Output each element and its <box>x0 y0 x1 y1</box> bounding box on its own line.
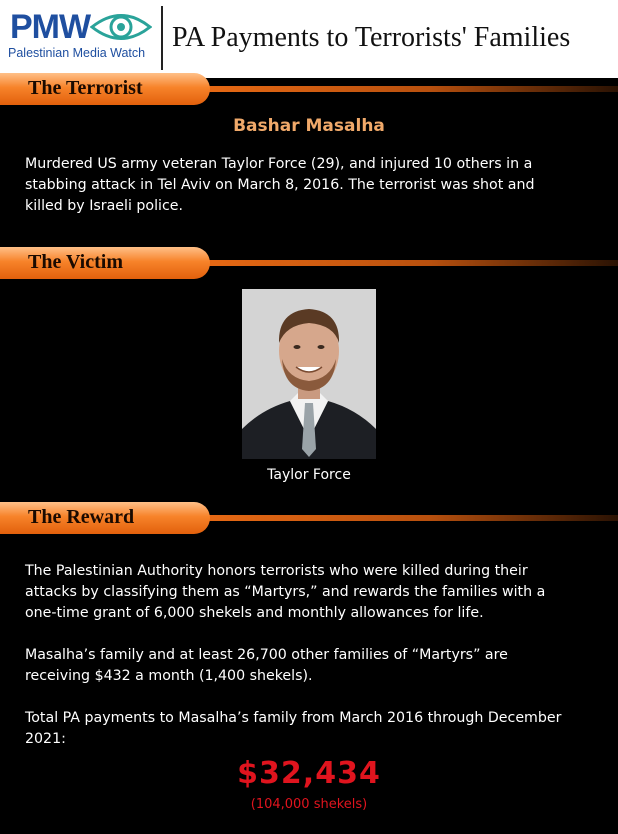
header-bar <box>0 0 618 78</box>
header-divider <box>161 6 163 70</box>
section-heading-victim: The Victim <box>28 251 123 273</box>
victim-photo <box>242 289 376 459</box>
reward-paragraph-1 <box>25 561 605 624</box>
total-amount: $32,434 <box>237 756 381 791</box>
section-banner-terrorist <box>0 73 618 105</box>
section-banner-reward <box>0 502 618 534</box>
banner-rule <box>196 86 618 92</box>
victim-caption: Taylor Force <box>267 467 351 483</box>
portrait-illustration <box>242 289 376 459</box>
text-line: Total PA payments to Masalha’s family from March 2016 through December <box>25 710 562 726</box>
text-line: one-time grant of 6,000 shekels and monthly allowances for life. <box>25 605 484 621</box>
section-heading-reward: The Reward <box>28 506 135 528</box>
terrorist-description <box>25 154 605 217</box>
pmw-logo <box>6 6 156 70</box>
text-line: Murdered US army veteran Taylor Force (29), and injured 10 others in a <box>25 156 533 172</box>
logo-text: PMW <box>10 8 91 46</box>
text-line: receiving $432 a month (1,400 shekels). <box>25 668 313 684</box>
logo-subtitle: Palestinian Media Watch <box>8 46 146 60</box>
text-line: Masalha’s family and at least 26,700 other families of “Martyrs” are <box>25 647 508 663</box>
reward-paragraph-2 <box>25 645 605 687</box>
text-line: attacks by classifying them as “Martyrs,” and rewards the families with a <box>25 584 546 600</box>
text-line: The Palestinian Authority honors terrorists who were killed during their <box>25 563 528 579</box>
banner-rule <box>196 260 618 266</box>
text-line: stabbing attack in Tel Aviv on March 8, 2016. The terrorist was shot and <box>25 177 535 193</box>
total-amount-shekels: (104,000 shekels) <box>250 797 368 812</box>
text-line: killed by Israeli police. <box>25 198 184 214</box>
reward-paragraph-3 <box>25 708 605 750</box>
banner-rule <box>196 515 618 521</box>
section-banner-victim <box>0 247 618 279</box>
section-heading-terrorist: The Terrorist <box>28 77 143 99</box>
eye-logo-icon <box>90 8 152 46</box>
page-title: PA Payments to Terrorists' Families <box>172 22 571 53</box>
text-line: 2021: <box>25 731 66 747</box>
terrorist-name: Bashar Masalha <box>233 116 385 136</box>
